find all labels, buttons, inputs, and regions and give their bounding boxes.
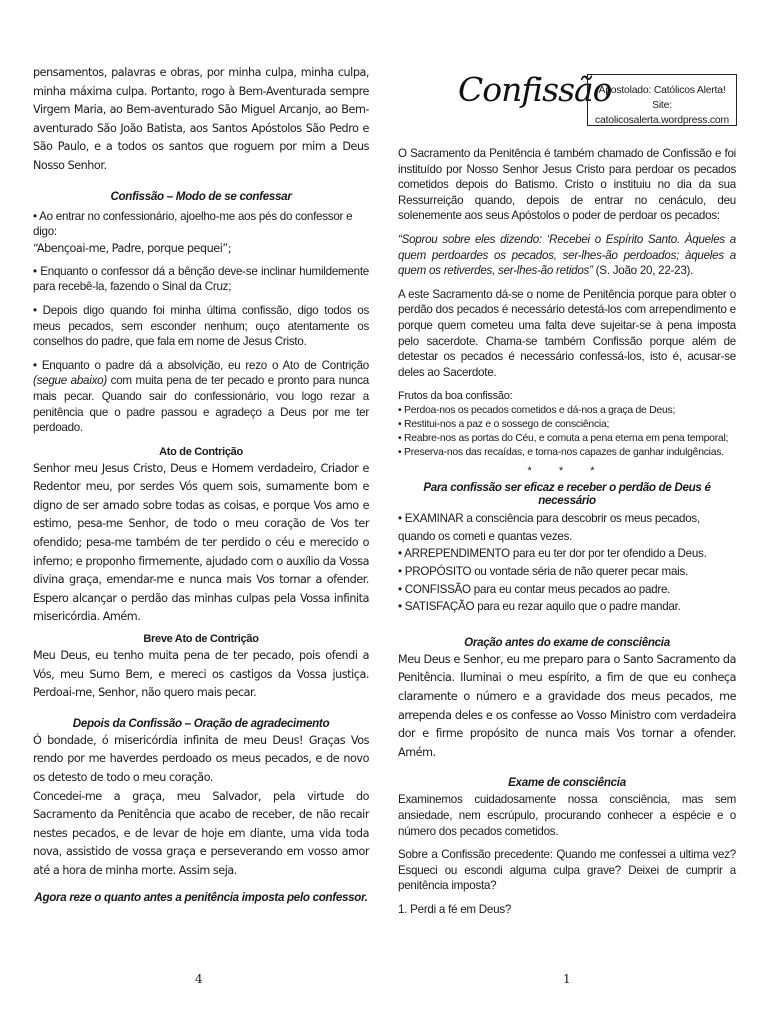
depois-text-1: Ó bondade, ó misericórdia infinita de meu Deus! Graças Vos rendo por me haverdes perdoado os meus pecados, e de novo os detesto de todo o meu coração. bbox=[33, 733, 369, 784]
list-item bbox=[398, 545, 736, 563]
list-item-text: para eu rezar aquilo que o padre mandar. bbox=[474, 600, 681, 614]
list-item-text: para eu ter dor por ter ofendido a Deus. bbox=[509, 547, 707, 561]
right-page bbox=[398, 0, 736, 918]
exame-heading: Exame de consciência bbox=[508, 776, 626, 790]
modo-item-1-text: • Ao entrar no confessionário, ajoelho-me aos pés do confessor e digo: bbox=[33, 209, 353, 239]
modo-item-1 bbox=[33, 209, 369, 257]
oracao-heading: Oração antes do exame de consciência bbox=[464, 635, 670, 649]
list-item-key: • EXAMINAR bbox=[398, 512, 464, 526]
page-number-right: 1 bbox=[563, 972, 571, 986]
ato-heading: Ato de Contrição bbox=[159, 445, 243, 458]
frutos-list bbox=[398, 390, 736, 459]
penitencia-paragraph: A este Sacramento dá-se o nome de Penitência porque para obter o perdão dos pecados é necessário detestá-los com arrependimento e porque quem cometeu uma falta deve sujeitar-se à pena imposta pelo sacerdote. Chama-se também Confissão porque além de detestar os pecados é necessário confessá-los, isto é, acusar-se deles ao Sacerdote. bbox=[398, 287, 736, 379]
list-item: • Preserva-nos das recaídas, e torna-nos capazes de ganhar indulgências. bbox=[398, 446, 724, 458]
depois-text-2: Concedei-me a graça, meu Salvador, pela virtude do Sacramento da Penitência que acabo de receber, de não recair nestes pecados, e de levar de hoje em diante, uma vida toda nova, assistido de vossa graça e perseverando em vosso amor até a hora de minha morte. Assim seja. bbox=[33, 789, 369, 877]
scripture-quote bbox=[398, 232, 736, 279]
scripture-ref: (S. João 20, 22-23). bbox=[592, 264, 694, 278]
list-item-key: • ARREPENDIMENTO bbox=[398, 547, 510, 561]
ato-text: Senhor meu Jesus Cristo, Deus e Homem verdadeiro, Criador e Redentor meu, por serdes Vós quem sois, sumamente bom e digno de ser amado sobre todas as coisas, e porque Vos amo e estimo, pesa-me Senhor, de todo o meu coração de Vos ter ofendido; pesa-me também de ter perdido o céu e merecido o inferno; e proponho firmemente, ajudado com o auxílio da Vossa divina graça, emendar-me e nunca mais Vos tornar a ofender. Espero alcançar o perdão das minhas culpas pela Vossa infinita misericórdia. Amém. bbox=[33, 461, 369, 624]
sobre-text: Sobre a Confissão precedente: Quando me confessei a ultima vez? Esqueci ou escondi alguma culpa grave? Deixei de cumprir a penitência imposta? bbox=[398, 848, 736, 893]
list-item-key: • PROPÓSITO bbox=[398, 565, 472, 579]
site-line: Site: catolicosalerta.wordpress.com bbox=[595, 100, 729, 126]
list-item-text: ou vontade séria de não querer pecar mais. bbox=[471, 565, 689, 579]
list-item-text: para eu contar meus pecados ao padre. bbox=[470, 582, 671, 596]
question-1: 1. Perdi a fé em Deus? bbox=[398, 902, 512, 916]
section-divider: * * * bbox=[527, 465, 607, 478]
list-item bbox=[398, 510, 736, 545]
breve-heading: Breve Ato de Contrição bbox=[143, 633, 259, 646]
apostolado-line: Apostolado: Católicos Alerta! bbox=[598, 85, 726, 96]
modo-item-4-text-cont: com muita pena de ter pecado e pronto para nunca mais pecar. Quando sair do confessionário, vou logo rezar a penitência que o padre passou e agradeço a Deus por me ter perdoado. bbox=[33, 374, 369, 435]
page-title: Confissão bbox=[458, 70, 612, 109]
modo-item-2: • Enquanto o confessor dá a bênção deve-se inclinar humildemente para recebê-la, fazendo o Sinal da Cruz; bbox=[33, 264, 369, 294]
modo-item-4-text: • Enquanto o padre dá a absolvição, eu rezo o Ato de Contrição bbox=[33, 358, 369, 372]
intro-sacramento: O Sacramento da Penitência é também chamado de Confissão e foi instituído por Nosso Senhor Jesus Cristo para perdoar os pecados cometidos depois do Batismo. Cristo o instituiu no dia da sua Ressurreição quando, depois de entrar no cenáculo, deu solenemente aos seus Apóstolos o poder de perdoar os pecados: bbox=[398, 147, 736, 223]
list-item-key: • CONFISSÃO bbox=[398, 582, 471, 596]
modo-item-4-note: (segue abaixo) bbox=[33, 374, 107, 388]
modo-item-1-quote: “Abençoai-me, Padre, porque pequei”; bbox=[33, 241, 232, 255]
list-item-text: a consciência para descobrir os meus pecados, quando os cometi e quantas vezes. bbox=[398, 512, 700, 543]
page-number-left: 4 bbox=[195, 972, 203, 986]
scripture-quote-text: “Soprou sobre eles dizendo: ‘Recebei o Espírito Santo. Àqueles a quem perdoardes os pecados, ser-lhes-ão perdoados; àqueles a quem os retiverdes, ser-lhes-ão retidos” bbox=[398, 232, 736, 278]
list-item bbox=[398, 598, 736, 616]
intro-paragraph: pensamentos, palavras e obras, por minha culpa, minha culpa, minha máxima culpa. Portanto, rogo à Bem-Aventurada sempre Virgem Maria, ao Bem-aventurado São Miguel Arcanjo, ao Bem-aventurado São João Batista, aos Santos Apóstolos São Pedro e São Paulo, e a todos os santos que roguem por mim a Deus Nosso Senhor. bbox=[33, 66, 369, 172]
list-item bbox=[398, 563, 736, 581]
list-item bbox=[398, 581, 736, 599]
depois-heading: Depois da Confissão – Oração de agradecimento bbox=[72, 716, 330, 730]
modo-item-3: • Depois digo quando foi minha última confissão, digo todos os meus pecados, sem esconder nenhum; ouço atentamente os conselhos do padre, que fala em nome de Jesus Cristo. bbox=[33, 303, 369, 349]
oracao-text: Meu Deus e Senhor, eu me preparo para o Santo Sacramento da Penitência. Iluminai o meu espírito, a fim de que eu conheça claramente o número e a gravidade dos meus pecados, me arrependa deles e os confesse ao Vosso Ministro com verdadeira dor e firme propósito de nunca mais Vos tornar a ofender. Amém. bbox=[398, 652, 736, 759]
list-item: • Restitui-nos a paz e o sossego de consciência; bbox=[398, 418, 610, 430]
list-item-key: • SATISFAÇÃO bbox=[398, 600, 475, 614]
modo-heading: Confissão – Modo de se confessar bbox=[110, 189, 292, 203]
list-item: • Reabre-nos as portas do Céu, e comuta a pena eterna em pena temporal; bbox=[398, 432, 729, 444]
frutos-title: Frutos da boa confissão: bbox=[398, 390, 513, 403]
eficaz-list bbox=[398, 510, 736, 616]
exame-text: Examinemos cuidadosamente nossa consciência, mas sem ansiedade, nem escrúpulo, procurando conhecer a espécie e o número dos pecados cometidos. bbox=[398, 793, 736, 838]
final-heading: Agora reze o quanto antes a penitência imposta pelo confessor. bbox=[34, 890, 368, 904]
modo-item-4 bbox=[33, 358, 369, 436]
eficaz-heading: Para confissão ser eficaz e receber o perdão de Deus é necessário bbox=[423, 481, 711, 508]
left-page bbox=[33, 0, 369, 904]
list-item: • Perdoa-nos os pecados cometidos e dá-nos a graça de Deus; bbox=[398, 405, 676, 417]
breve-text: Meu Deus, eu tenho muita pena de ter pecado, pois ofendi a Vós, meu Sumo Bem, e mereci os castigos da Vossa justiça. Perdoai-me, Senhor, não quero mais pecar. bbox=[33, 649, 369, 700]
